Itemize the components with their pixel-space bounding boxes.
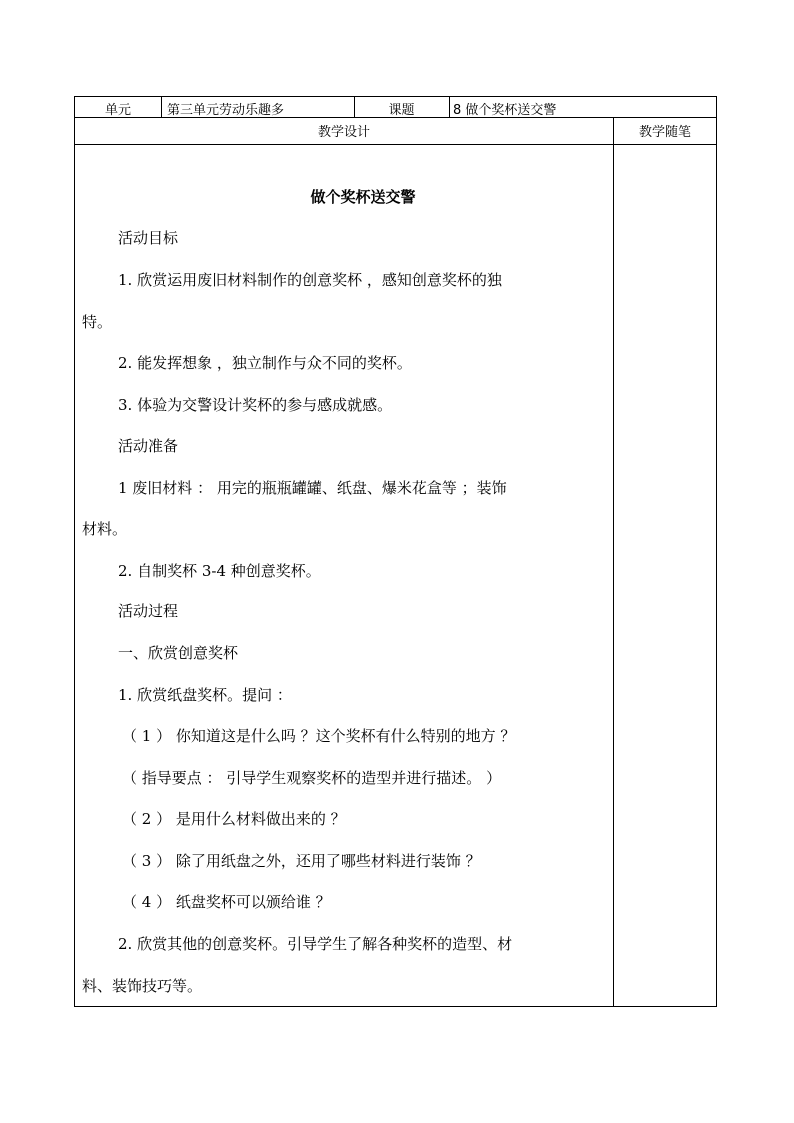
text-line: 材料。 [82,520,128,538]
text-line: 料、装饰技巧等。 [82,977,203,995]
notes-column-divider [613,118,614,1006]
col-divider [161,97,162,118]
text-line: 一、欣赏创意奖杯 [118,644,239,662]
text-line: 1. 欣赏运用废旧材料制作的创意奖杯 ，感知创意奖杯的独 [118,271,502,289]
text-line: 3. 体验为交警设计奖杯的参与感成就感。 [118,396,393,414]
text-line: 2. 自制奖杯 3-4 种创意奖杯。 [118,562,321,580]
col-divider [449,97,450,118]
unit-label: 单元 [104,103,131,118]
text-line: 活动准备 [118,437,179,455]
text-line: （ 1 ） 你知道这是什么吗 ？这个奖杯有什么特别的地方 ？ [122,727,516,745]
notes-label: 教学随笔 [638,125,691,140]
text-line: （ 3 ） 除了用纸盘之外，还用了哪些材料进行装饰 ？ [122,852,481,870]
topic-value: 8 做个奖杯送交警 [453,103,557,118]
text-line: 特。 [82,313,113,331]
design-label: 教学设计 [317,125,370,140]
text-line: 2. 欣赏其他的创意奖杯。引导学生了解各种奖杯的造型、材 [118,935,513,953]
text-line: 活动过程 [118,602,179,620]
unit-value: 第三单元劳动乐趣多 [167,103,285,118]
text-line: 1 废旧材料 ： 用完的瓶瓶罐罐、纸盘、爆米花盒等 ；装饰 [118,479,507,497]
text-line: 1. 欣赏纸盘奖杯。提问 ： [118,686,292,704]
text-line: （ 4 ） 纸盘奖杯可以颁给谁 ？ [122,893,331,911]
text-line: 2. 能发挥想象 ，独立制作与众不同的奖杯。 [118,354,412,372]
lesson-title: 做个奖杯送交警 [310,188,416,206]
text-line: （ 2 ） 是用什么材料做出来的 ？ [122,810,346,828]
topic-label: 课题 [388,103,415,118]
text-line: 活动目标 [118,229,179,247]
text-line: （ 指导要点 ： 引导学生观察奖杯的造型并进行描述。 ） [122,769,502,787]
